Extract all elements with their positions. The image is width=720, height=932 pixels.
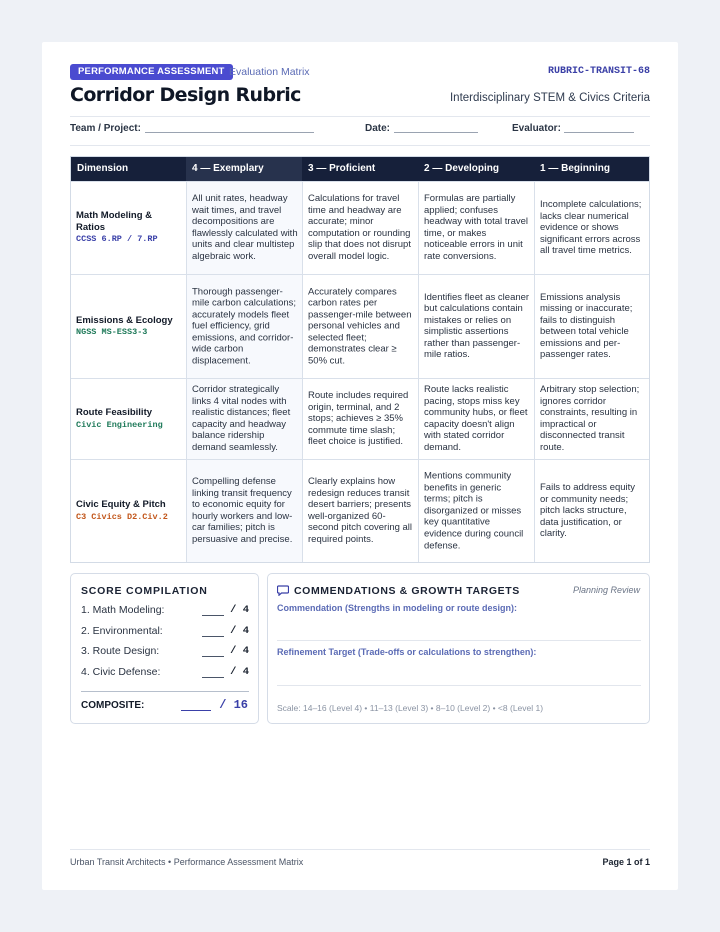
rubric-cell xyxy=(418,274,534,378)
evaluation-matrix-label: Evaluation Matrix xyxy=(229,66,310,78)
cell-text: Incomplete calculations; lacks clear numerical evidence or shows significant errors across all travel time metrics. xyxy=(540,199,642,257)
rubric-cell xyxy=(534,181,649,274)
composite-entry-blank[interactable] xyxy=(181,710,211,711)
cell-text: All unit rates, headway wait times, and travel decompositions are flawlessly calculated with units and clear multistep algebraic work. xyxy=(192,193,298,263)
rubric-cell xyxy=(534,274,649,378)
score-row-label: 4. Civic Defense: xyxy=(81,666,161,678)
rubric-cell xyxy=(186,181,302,274)
cell-text: Identifies fleet as cleaner but calculations contain mistakes or relies on simplistic assertions rather than passenger-mile ratios. xyxy=(424,291,530,361)
rubric-cell xyxy=(418,459,534,562)
rubric-page xyxy=(42,42,678,890)
score-row xyxy=(81,666,249,680)
cell-text: Fails to address equity or community needs; pitch lacks structure, data justification, or clarity. xyxy=(540,482,636,540)
score-row-max: / 4 xyxy=(230,625,249,637)
cell-text: Route lacks realistic pacing, stops miss key community hubs, or fleet capacity doesn't align with stated corridor demand. xyxy=(424,384,528,454)
rubric-code: RUBRIC-TRANSIT-68 xyxy=(547,66,650,77)
page-title: Corridor Design Rubric xyxy=(70,84,301,106)
score-row-label: 2. Environmental: xyxy=(81,625,163,637)
refinement-label: Refinement Target (Trade-offs or calculations to strengthen): xyxy=(277,647,537,657)
evaluator-label: Evaluator: xyxy=(512,123,561,134)
header-divider xyxy=(70,116,650,117)
date-label: Date: xyxy=(365,123,391,134)
score-row-max: / 4 xyxy=(230,645,249,657)
score-divider xyxy=(81,691,249,692)
evaluator-field[interactable] xyxy=(564,132,634,133)
row-dimension-math xyxy=(71,181,186,274)
score-compilation-title: SCORE COMPILATION xyxy=(81,585,208,597)
dimension-standard: Civic Engineering xyxy=(76,419,163,430)
column-header-beginning: 1 — Beginning xyxy=(534,157,649,181)
rubric-cell xyxy=(418,378,534,459)
team-project-label: Team / Project: xyxy=(70,123,141,134)
row-dimension-civic xyxy=(71,459,186,562)
score-entry-blank[interactable] xyxy=(202,677,224,678)
score-compilation-card xyxy=(70,573,259,724)
dimension-name: Emissions & Ecology xyxy=(76,314,173,326)
cell-text: Emissions analysis missing or inaccurate; fails to distinguish between total vehicle emissions and per-passenger rates. xyxy=(540,291,633,361)
cell-text: Compelling defense linking transit frequency to economic equity for hourly workers and low-car families; pitch is persuasive and precise. xyxy=(192,476,293,546)
commendation-entry-line[interactable] xyxy=(277,640,641,641)
cell-text: Accurately compares carbon rates per passenger-mile between personal vehicles and selected fleet; demonstrates clear ≥ 50% cut. xyxy=(308,285,412,367)
rubric-cell xyxy=(418,181,534,274)
cell-text: Mentions community benefits in generic terms; pitch is disorganized or misses key quantitative evidence during council defense. xyxy=(424,470,524,551)
scale-legend: Scale: 14–16 (Level 4) • 11–13 (Level 3) • 8–10 (Level 2) • <8 (Level 1) xyxy=(277,703,544,713)
score-row xyxy=(81,625,249,639)
composite-label: COMPOSITE: xyxy=(81,700,145,711)
score-entry-blank[interactable] xyxy=(202,636,224,637)
header-top-row xyxy=(70,64,650,80)
rubric-cell xyxy=(302,181,418,274)
score-entry-blank[interactable] xyxy=(202,615,224,616)
dimension-name: Math Modeling & Ratios xyxy=(76,210,152,233)
dimension-name: Civic Equity & Pitch xyxy=(76,498,166,510)
score-row-label: 3. Route Design: xyxy=(81,645,160,657)
dimension-standard: C3 Civics D2.Civ.2 xyxy=(76,511,168,522)
score-row-max: / 4 xyxy=(230,666,249,678)
column-header-exemplary: 4 — Exemplary xyxy=(186,157,302,181)
cell-text: Calculations for travel time and headway are accurate; minor computation or rounding slip that does not disrupt overall model logic. xyxy=(308,193,411,263)
score-entry-blank[interactable] xyxy=(202,656,224,657)
column-header-developing: 2 — Developing xyxy=(418,157,534,181)
commendations-title: COMMENDATIONS & GROWTH TARGETS xyxy=(294,585,520,597)
assessment-badge: PERFORMANCE ASSESSMENT xyxy=(70,64,233,80)
score-row-label: 1. Math Modeling: xyxy=(81,604,165,616)
row-dimension-route xyxy=(71,378,186,459)
score-row xyxy=(81,645,249,659)
column-header-proficient: 3 — Proficient xyxy=(302,157,418,181)
cell-text: Clearly explains how redesign reduces transit desert barriers; presents well-organized 60-second pitch covering all required points. xyxy=(308,476,413,546)
composite-max: / 16 xyxy=(219,698,248,712)
rubric-cell xyxy=(534,378,649,459)
page-subtitle: Interdisciplinary STEM & Civics Criteria xyxy=(449,92,650,104)
commendation-label: Commendation (Strengths in modeling or route design): xyxy=(277,603,517,613)
score-row xyxy=(81,604,249,618)
cell-text: Formulas are partially applied; confuses headway with total travel time, or makes noticeable errors in unit rate conversions. xyxy=(424,193,529,263)
footer-credit: Urban Transit Architects • Performance Assessment Matrix xyxy=(70,857,304,867)
chat-bubble-icon xyxy=(277,585,289,596)
rubric-table xyxy=(70,156,650,563)
planning-review-tag: Planning Review xyxy=(572,585,640,595)
footer-divider xyxy=(70,849,650,850)
dimension-standard: NGSS MS-ESS3-3 xyxy=(76,327,148,337)
rubric-cell xyxy=(186,459,302,562)
page-number: Page 1 of 1 xyxy=(602,857,650,867)
cell-text: Arbitrary stop selection; ignores corridor constraints, resulting in impractical or disconnected transit route. xyxy=(540,384,640,454)
rubric-cell xyxy=(534,459,649,562)
refinement-entry-line[interactable] xyxy=(277,685,641,686)
cell-text: Route includes required origin, terminal, and 2 stops; achieves ≥ 35% commute time slash; fleet choice is justified. xyxy=(308,390,409,448)
fields-divider xyxy=(70,145,650,146)
dimension-name: Route Feasibility xyxy=(76,406,153,418)
dimension-standard: CCSS 6.RP / 7.RP xyxy=(76,234,158,245)
rubric-cell xyxy=(186,378,302,459)
rubric-cell xyxy=(302,378,418,459)
date-field[interactable] xyxy=(394,132,478,133)
cell-text: Corridor strategically links 4 vital nodes with realistic distances; fleet capacity and headway balance ridership demand seamlessly. xyxy=(192,384,291,454)
column-header-dimension: Dimension xyxy=(71,157,186,181)
rubric-cell xyxy=(302,459,418,562)
rubric-cell xyxy=(302,274,418,378)
commendations-card xyxy=(267,573,650,724)
cell-text: Thorough passenger-mile carbon calculations; accurately models fleet fuel efficiency, grid emissions, and corridor-wide carbon displacement. xyxy=(192,285,297,367)
row-dimension-emissions xyxy=(71,274,186,378)
rubric-cell xyxy=(186,274,302,378)
team-project-field[interactable] xyxy=(145,132,314,133)
score-row-max: / 4 xyxy=(230,604,249,616)
